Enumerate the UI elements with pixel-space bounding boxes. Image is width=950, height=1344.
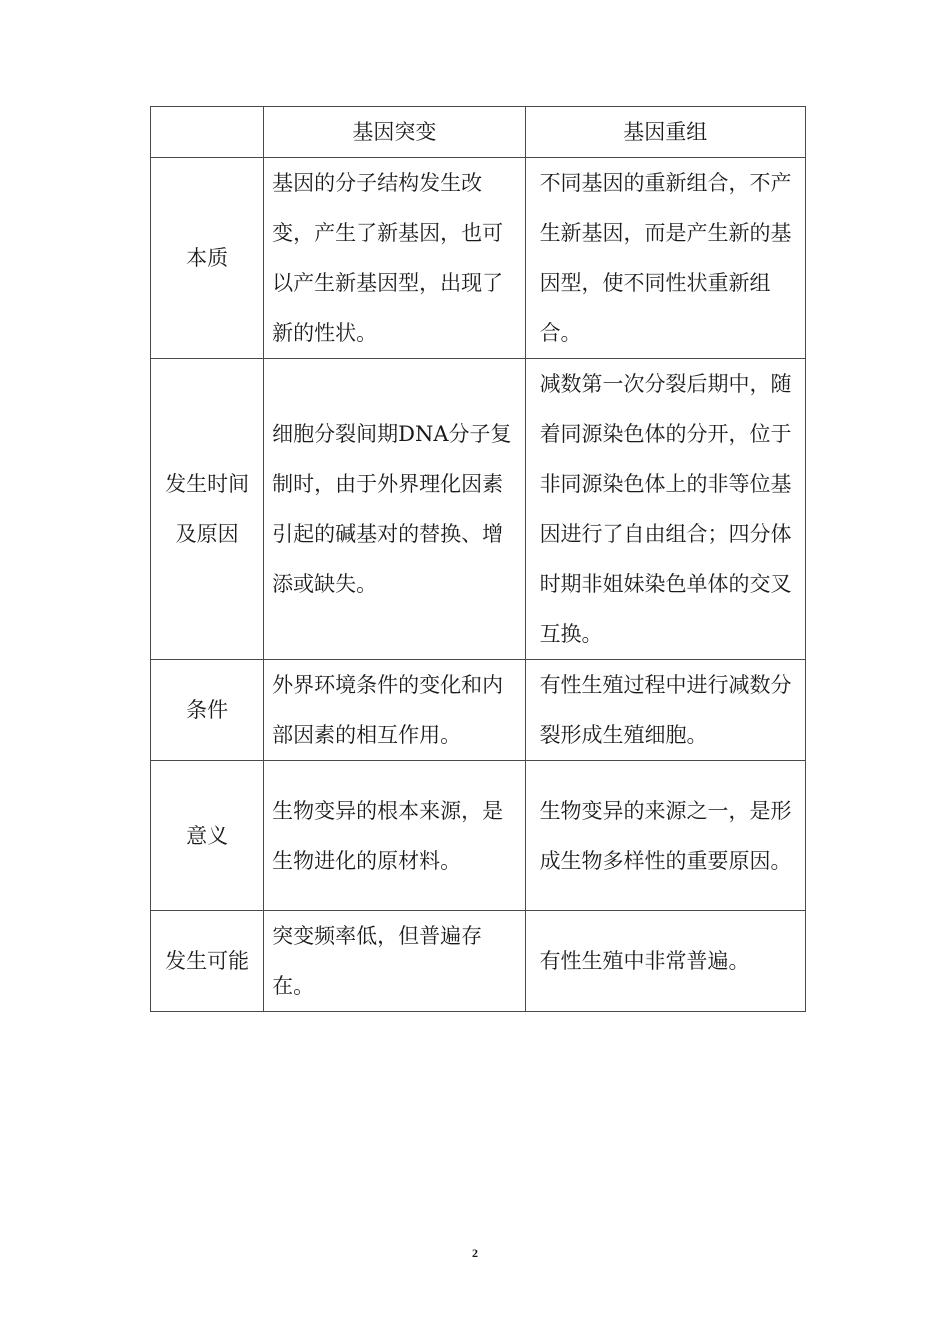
row-label: 发生时间及原因 (151, 359, 264, 660)
row-label: 条件 (151, 660, 264, 761)
mutation-cell: 基因的分子结构发生改变，产生了新基因，也可以产生新基因型，出现了新的性状。 (264, 158, 525, 359)
header-empty-cell (151, 107, 264, 158)
page-number: 2 (472, 1246, 478, 1260)
table-row (151, 158, 806, 359)
mutation-cell: 外界环境条件的变化和内部因素的相互作用。 (264, 660, 525, 761)
recombination-cell: 不同基因的重新组合，不产生新基因，而是产生新的基因型，使不同性状重新组合。 (525, 158, 805, 359)
mutation-cell: 突变频率低，但普遍存在。 (264, 911, 525, 1012)
row-label: 本质 (151, 158, 264, 359)
header-gene-recombination: 基因重组 (525, 107, 805, 158)
table-row (151, 660, 806, 761)
table-row (151, 359, 806, 660)
table-row (151, 761, 806, 911)
table-row (151, 911, 806, 1012)
header-gene-mutation: 基因突变 (264, 107, 525, 158)
row-label: 意义 (151, 761, 264, 911)
comparison-table (150, 106, 806, 1012)
row-label: 发生可能 (151, 911, 264, 1012)
mutation-cell: 细胞分裂间期DNA分子复制时，由于外界理化因素引起的碱基对的替换、增添或缺失。 (264, 359, 525, 660)
recombination-cell: 生物变异的来源之一，是形成生物多样性的重要原因。 (525, 761, 805, 911)
recombination-cell: 减数第一次分裂后期中，随着同源染色体的分开，位于非同源染色体上的非等位基因进行了自由组合；四分体时期非姐妹染色单体的交叉互换。 (525, 359, 805, 660)
mutation-cell: 生物变异的根本来源，是生物进化的原材料。 (264, 761, 525, 911)
recombination-cell: 有性生殖中非常普遍。 (525, 911, 805, 1012)
recombination-cell: 有性生殖过程中进行减数分裂形成生殖细胞。 (525, 660, 805, 761)
header-row (151, 107, 806, 158)
